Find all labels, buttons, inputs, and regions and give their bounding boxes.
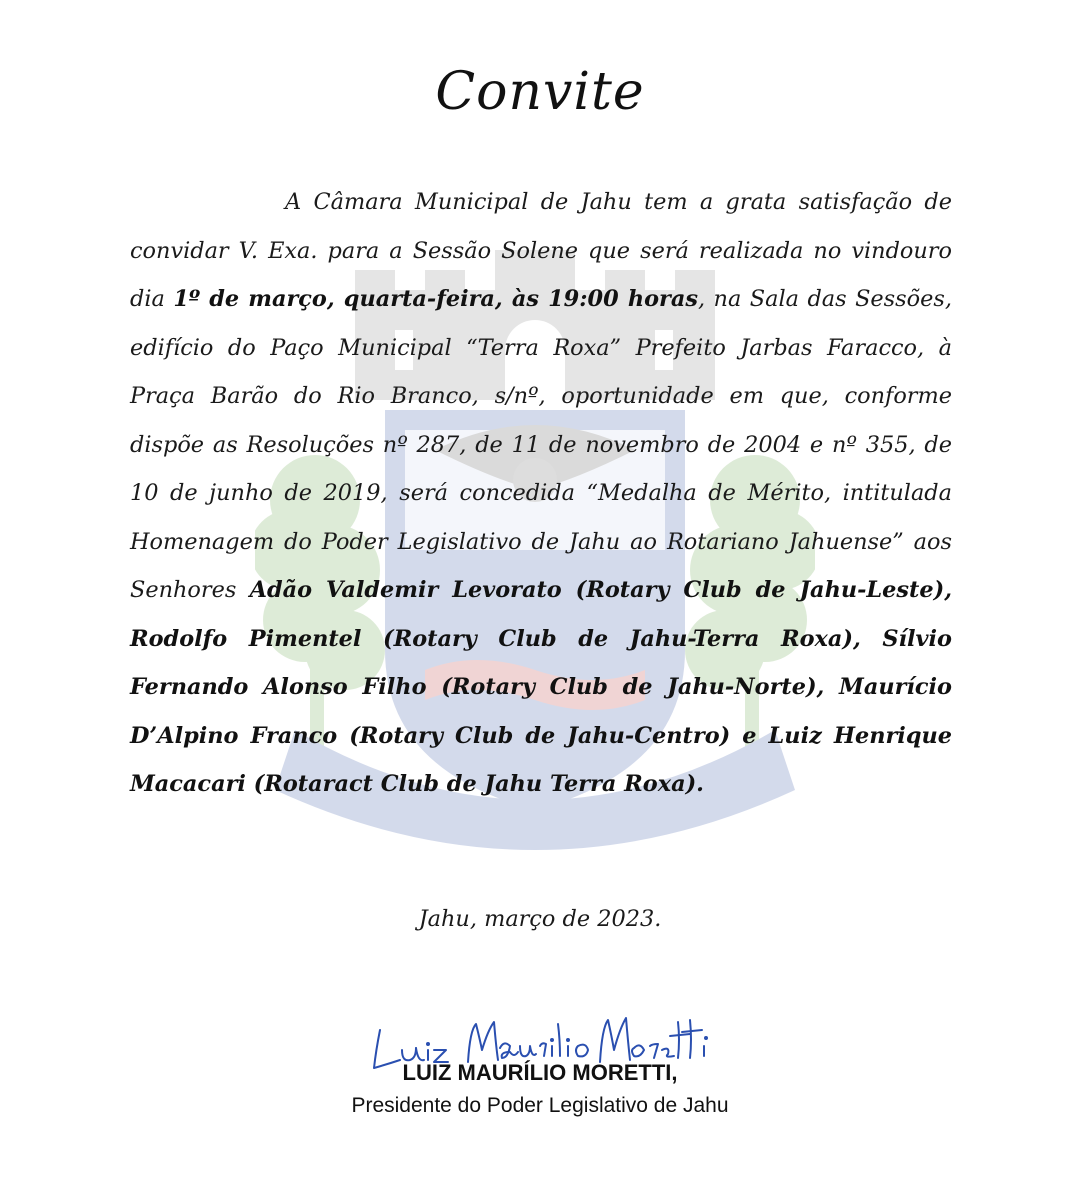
paragraph-middle: , na Sala das Sessões, edifício do Paço Municipal “Terra Roxa” Prefeito Jarbas Faracco, à Praça Barão do Rio Branco, s/nº, oportunidade em que, conforme dispõe as Resoluções nº 287, de 11 de novembro de 2004 e nº 355, de 10 de junho de 2019, será concedida “Medalha de Mérito, intitulada Homenagem do Poder Legislativo de Jahu ao Rotariano Jahuense” aos Senhores xyxy=(130,286,953,603)
invitation-paragraph xyxy=(130,178,952,809)
paragraph-intro: A Câmara Municipal de Jahu tem a grata satisfação de convidar V. Exa. para a Sessão Solene que será realizada no vindouro dia xyxy=(130,189,952,312)
event-date-time: 1º de março, quarta-feira, às 19:00 horas xyxy=(173,286,698,312)
signer-name: LUIZ MAURÍLIO MORETTI, xyxy=(402,1060,678,1085)
place-and-date: Jahu, março de 2023. xyxy=(418,906,662,932)
honorees-list: Adão Valdemir Levorato (Rotary Club de Jahu-Leste), Rodolfo Pimentel (Rotary Club de Jahu-Terra Roxa), Sílvio Fernando Alonso Filho (Rotary Club de Jahu-Norte), Maurício D’Alpino Franco (Rotary Club de Jahu-Centro) e Luiz Henrique Macacari (Rotaract Club de Jahu Terra Roxa). xyxy=(130,577,952,797)
document-title: Convite xyxy=(435,62,645,122)
signer-role: Presidente do Poder Legislativo de Jahu xyxy=(351,1094,729,1117)
